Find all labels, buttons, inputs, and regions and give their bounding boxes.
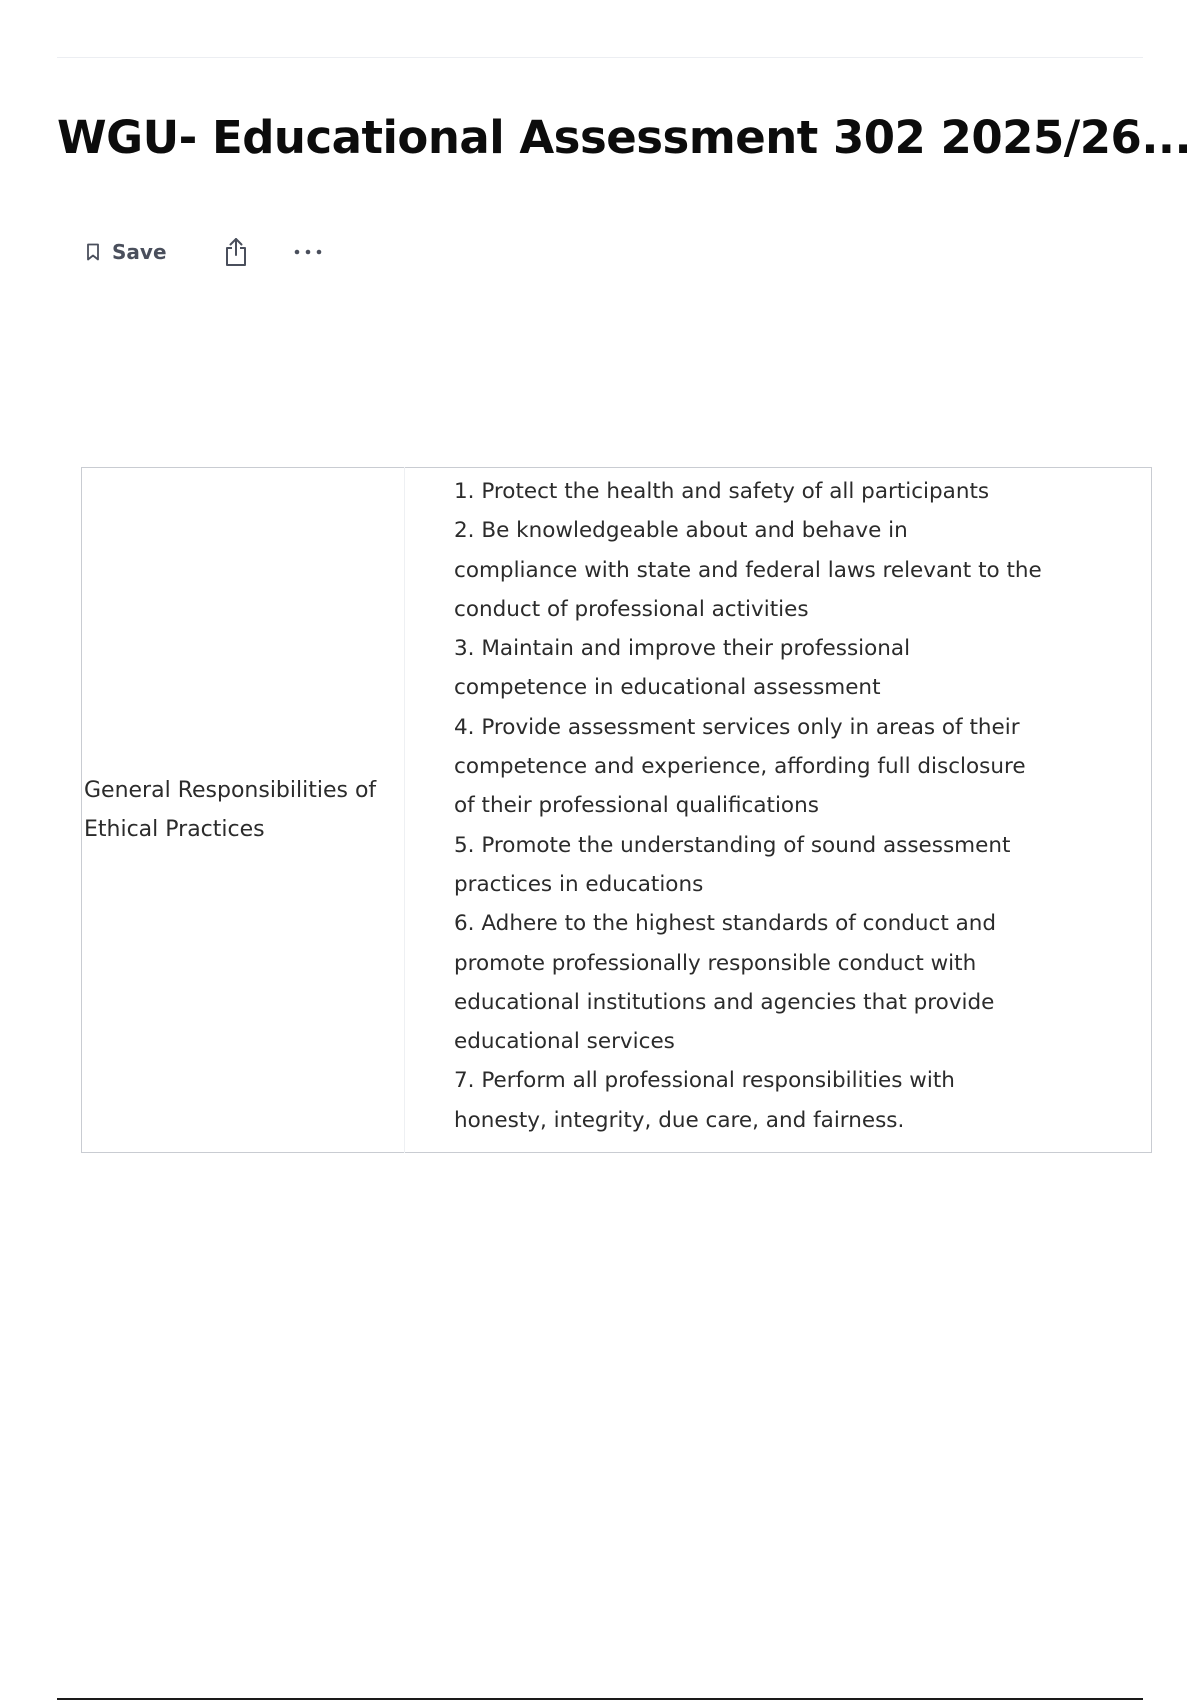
more-horizontal-icon — [293, 248, 323, 256]
definition-line: of their professional qualifications — [454, 793, 819, 819]
document-toolbar — [76, 230, 329, 274]
definition-line: compliance with state and federal laws relevant to the — [454, 557, 1042, 583]
definition-line: promote professionally responsible conduct with — [454, 950, 977, 976]
save-button-label: Save — [112, 240, 167, 264]
definition-line: 4. Provide assessment services only in areas of their — [454, 714, 1020, 740]
definition-cell — [405, 468, 1152, 1153]
term-line: General Responsibilities of — [84, 778, 377, 804]
definition-line: 3. Maintain and improve their professional — [454, 636, 911, 662]
definition-line: competence and experience, affording full disclosure — [454, 754, 1026, 780]
share-button[interactable] — [217, 231, 255, 273]
flashcard-table — [81, 467, 1152, 1153]
definition-line: educational services — [454, 1029, 675, 1055]
save-button[interactable] — [76, 234, 177, 270]
page-title: WGU- Educational Assessment 302 2025/26... — [57, 111, 1192, 164]
definition-line: competence in educational assessment — [454, 675, 881, 701]
definition-line: educational institutions and agencies that provide — [454, 989, 995, 1015]
definition-line: practices in educations — [454, 871, 704, 897]
definition-line: 7. Perform all professional responsibilities with — [454, 1068, 955, 1094]
table-row — [82, 468, 1152, 1153]
more-options-button[interactable] — [287, 242, 329, 262]
definition-line: conduct of professional activities — [454, 596, 809, 622]
definition-line: 6. Adhere to the highest standards of conduct and — [454, 911, 997, 937]
term-cell — [82, 468, 405, 1153]
definition-line: 5. Promote the understanding of sound assessment — [454, 832, 1011, 858]
top-divider — [57, 57, 1143, 58]
definition-line: 1. Protect the health and safety of all participants — [454, 479, 990, 504]
term-line: Ethical Practices — [84, 817, 265, 843]
definition-line: honesty, integrity, due care, and fairness. — [454, 1107, 905, 1133]
share-icon — [223, 237, 249, 267]
bookmark-icon — [86, 243, 100, 261]
definition-line: 2. Be knowledgeable about and behave in — [454, 518, 908, 544]
